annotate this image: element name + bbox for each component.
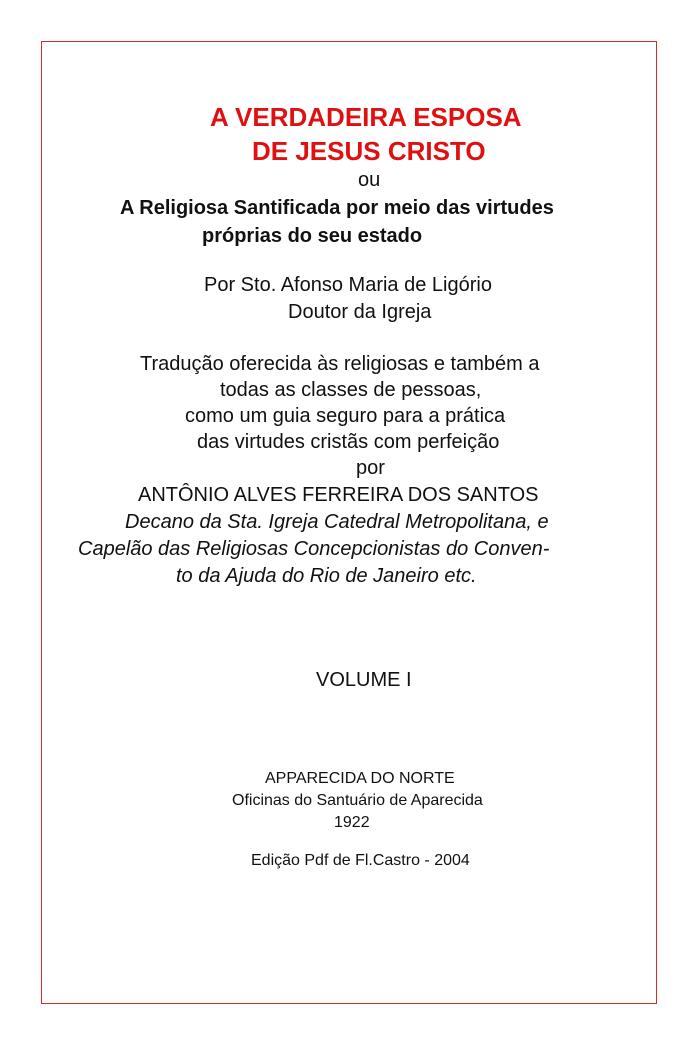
edition-note: Edição Pdf de Fl.Castro - 2004 [251, 852, 470, 869]
volume-label: VOLUME I [316, 669, 412, 691]
publication-year: 1922 [334, 814, 370, 831]
subtitle-line-2: próprias do seu estado [202, 225, 423, 247]
translation-line-5: por [356, 457, 385, 479]
subtitle-line-1: A Religiosa Santificada por meio das virtudes [120, 197, 554, 219]
publisher-city: APPARECIDA DO NORTE [265, 770, 455, 787]
translator-name: ANTÔNIO ALVES FERREIRA DOS SANTOS [138, 484, 539, 506]
translation-line-1: Tradução oferecida às religiosas e também a [140, 353, 540, 375]
translation-line-3: como um guia seguro para a prática [185, 405, 506, 427]
title-line-1: A VERDADEIRA ESPOSA [210, 102, 522, 132]
author-line-1: Por Sto. Afonso Maria de Ligório [204, 274, 492, 296]
translator-title-line-1: Decano da Sta. Igreja Catedral Metropolitana, e [125, 511, 549, 533]
translation-line-2: todas as classes de pessoas, [220, 379, 482, 401]
connector-text: ou [358, 169, 381, 191]
author-line-2: Doutor da Igreja [288, 301, 432, 323]
translator-title-line-3: to da Ajuda do Rio de Janeiro etc. [176, 565, 477, 587]
publisher-name: Oficinas do Santuário de Aparecida [232, 792, 483, 809]
title-line-2: DE JESUS CRISTO [252, 136, 486, 166]
translation-line-4: das virtudes cristãs com perfeição [197, 431, 500, 453]
translator-title-line-2: Capelão das Religiosas Concepcionistas do Conven- [78, 538, 550, 560]
